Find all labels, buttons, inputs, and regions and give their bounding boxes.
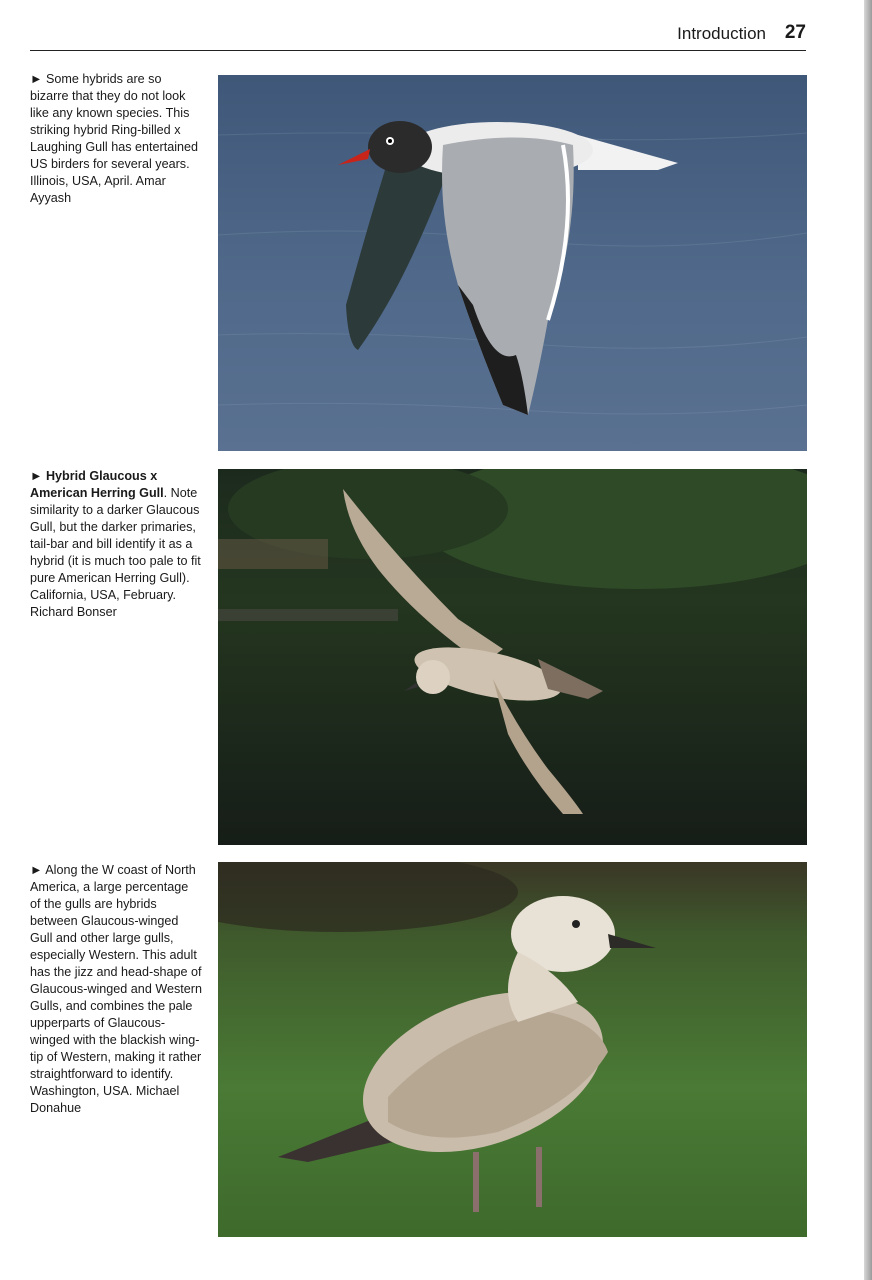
caption-hybrid-ring-billed-laughing <box>30 71 202 207</box>
section-title: Introduction <box>677 24 766 43</box>
photo-ring-billed-laughing-hybrid <box>218 75 807 451</box>
caption-glaucous-herring-hybrid <box>30 468 202 621</box>
page-number: 27 <box>784 22 806 43</box>
caption-text: ► Some hybrids are so bizarre that they do not look like any known species. This striking hybrid Ring-billed x Laughing Gull has entertained US birders for several years. Illinois, USA, April. Amar Ayyash <box>30 72 199 205</box>
caption-text: ► Along the W coast of North America, a large percentage of the gulls are hybrids between Glaucous-winged Gull and other large gulls, especially Western. This adult has the jizz and head-shape of Glaucous-winged and Western Gulls, and combines the pale upperparts of Glaucous-winged with the blackish wing-tip of Western, making it rather straightforward to identify. Washington, USA. Michael Donahue <box>30 863 202 1115</box>
caption-glaucous-winged-western <box>30 862 202 1117</box>
caption-text: . Note similarity to a darker Glaucous Gull, but the darker primaries, tail-bar and bill identify it as a hybrid (it is much too pale to fit pure American Herring Gull). California, USA, February. Richard Bonser <box>30 486 201 619</box>
photo-glaucous-winged-western-hybrid <box>218 862 807 1237</box>
page-edge-shadow <box>864 0 872 1280</box>
photo-glaucous-herring-hybrid <box>218 469 807 845</box>
running-header <box>30 22 806 51</box>
caption-lead: ► Hybrid Glaucous x American Herring Gull <box>30 469 164 500</box>
